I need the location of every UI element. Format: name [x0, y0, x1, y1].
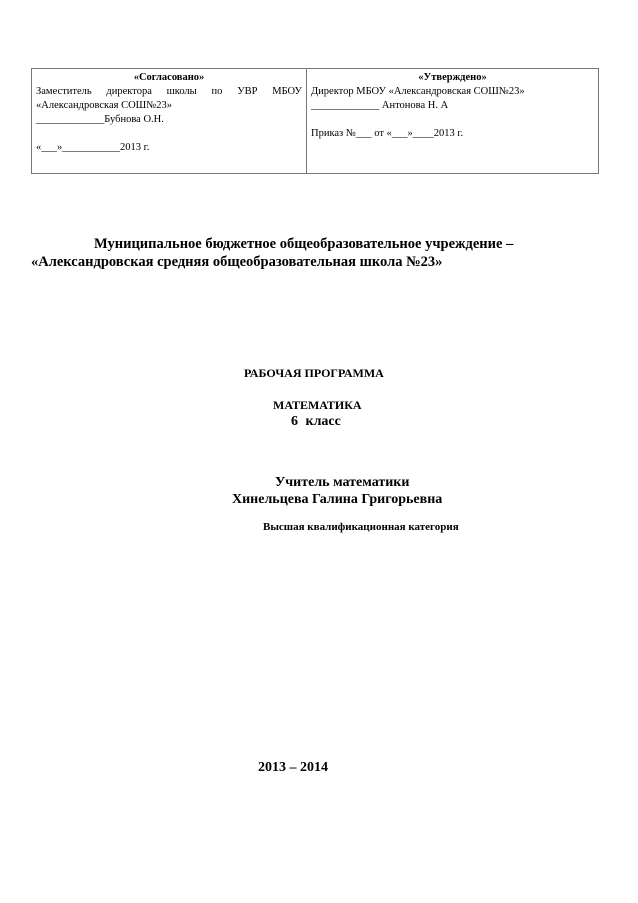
teacher-role: Учитель математики: [275, 475, 410, 490]
teacher-category: Высшая квалификационная категория: [263, 521, 459, 533]
agreed-signature: _____________Бубнова О.Н.: [36, 114, 164, 125]
agreed-date: «___»___________2013 г.: [36, 142, 150, 153]
teacher-name: Хинельцева Галина Григорьевна: [232, 492, 443, 507]
agreed-line: «Александровская СОШ№23»: [36, 100, 173, 111]
program-grade: 6 класс: [291, 414, 341, 429]
agreed-line: Заместитель директора школы по УВР МБОУ: [36, 86, 302, 97]
approval-agreed-cell: [32, 69, 307, 173]
program-subject: МАТЕМАТИКА: [273, 398, 362, 412]
approved-heading: «Утверждено»: [418, 72, 487, 83]
approved-order: Приказ №___ от «___»____2013 г.: [311, 128, 464, 139]
approved-signature: _____________ Антонова Н. А: [311, 100, 449, 111]
academic-years: 2013 – 2014: [258, 760, 328, 775]
approval-table: [31, 68, 599, 174]
institution-line-1: Муниципальное бюджетное общеобразовательное учреждение –: [94, 236, 514, 252]
agreed-heading: «Согласовано»: [133, 72, 205, 83]
institution-line-2: «Александровская средняя общеобразовательная школа №23»: [31, 254, 443, 270]
approval-approved-cell: [307, 69, 598, 173]
program-title: РАБОЧАЯ ПРОГРАММА: [244, 366, 384, 380]
approved-line: Директор МБОУ «Александровская СОШ№23»: [311, 86, 525, 97]
